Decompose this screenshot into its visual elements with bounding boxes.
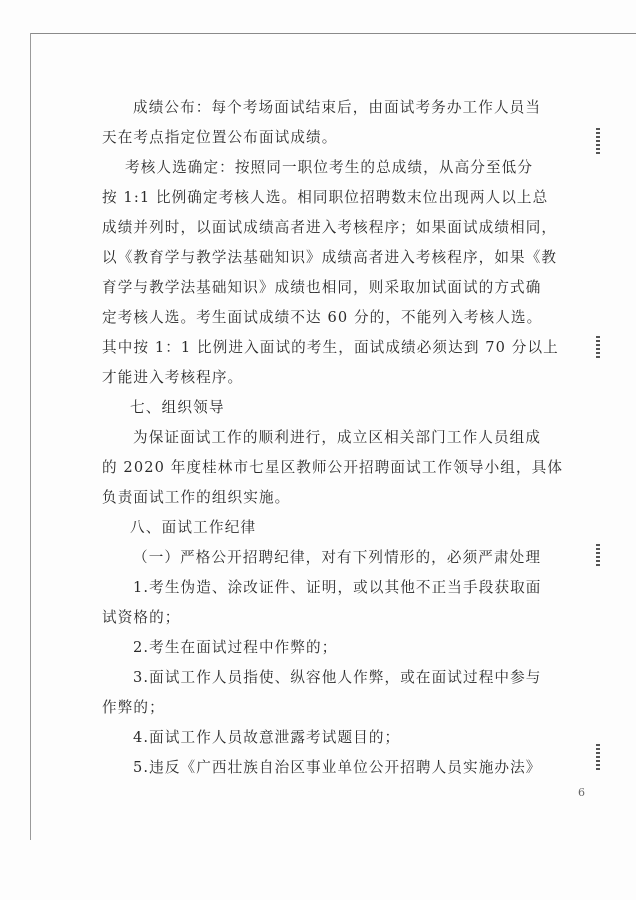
list-item: 4.面试工作人员故意泄露考试题目的；: [133, 729, 401, 746]
paragraph-line: 按 1:1 比例确定考核人选。相同职位招聘数末位出现两人以上总: [102, 189, 549, 206]
paragraph-line: 定考核人选。考生面试成绩不达 60 分的，不能列入考核人选。: [102, 309, 543, 326]
paragraph-line: 负责面试工作的组织实施。: [102, 489, 291, 506]
section-heading-organization: 七、组织领导: [130, 399, 225, 416]
binding-hole-mark: [596, 744, 600, 770]
binding-hole-mark: [596, 128, 600, 154]
list-item: 5.违反《广西壮族自治区事业单位公开招聘人员实施办法》: [133, 759, 542, 776]
binding-hole-mark: [596, 544, 600, 568]
paragraph-line: 其中按 1：1 比例进入面试的考生，面试成绩必须达到 70 分以上: [102, 339, 559, 356]
paragraph-line: 成绩公布：每个考场面试结束后，由面试考务办工作人员当: [133, 99, 542, 116]
scan-top-edge: [30, 33, 636, 34]
paragraph-line: 考核人选确定：按照同一职位考生的总成绩，从高分至低分: [125, 159, 534, 176]
paragraph-line: （一）严格公开招聘纪律，对有下列情形的，必须严肃处理: [133, 549, 542, 566]
list-item: 3.面试工作人员指使、纵容他人作弊，或在面试过程中参与: [133, 669, 542, 686]
paragraph-line: 育学与教学法基础知识》成绩也相同，则采取加试面试的方式确: [102, 279, 542, 296]
scan-left-edge: [30, 33, 31, 840]
list-item: 1.考生伪造、涂改证件、证明，或以其他不正当手段获取面: [133, 579, 542, 596]
paragraph-line: 成绩并列时，以面试成绩高者进入考核程序；如果面试成绩相同，: [102, 219, 558, 236]
paragraph-line: 天在考点指定位置公布面试成绩。: [102, 129, 338, 146]
list-item: 2.考生在面试过程中作弊的；: [133, 639, 338, 656]
paragraph-line: 才能进入考核程序。: [102, 369, 244, 386]
binding-hole-mark: [596, 336, 600, 358]
paragraph-line: 为保证面试工作的顺利进行，成立区相关部门工作人员组成: [133, 429, 542, 446]
page-number: 6: [578, 786, 585, 799]
paragraph-line: 以《教育学与教学法基础知识》成绩高者进入考核程序，如果《教: [102, 249, 558, 266]
paragraph-line: 的 2020 年度桂林市七星区教师公开招聘面试工作领导小组，具体: [102, 459, 564, 476]
section-heading-discipline: 八、面试工作纪律: [130, 519, 257, 536]
list-item-continuation: 试资格的；: [102, 609, 181, 626]
list-item-continuation: 作弊的；: [102, 699, 165, 716]
